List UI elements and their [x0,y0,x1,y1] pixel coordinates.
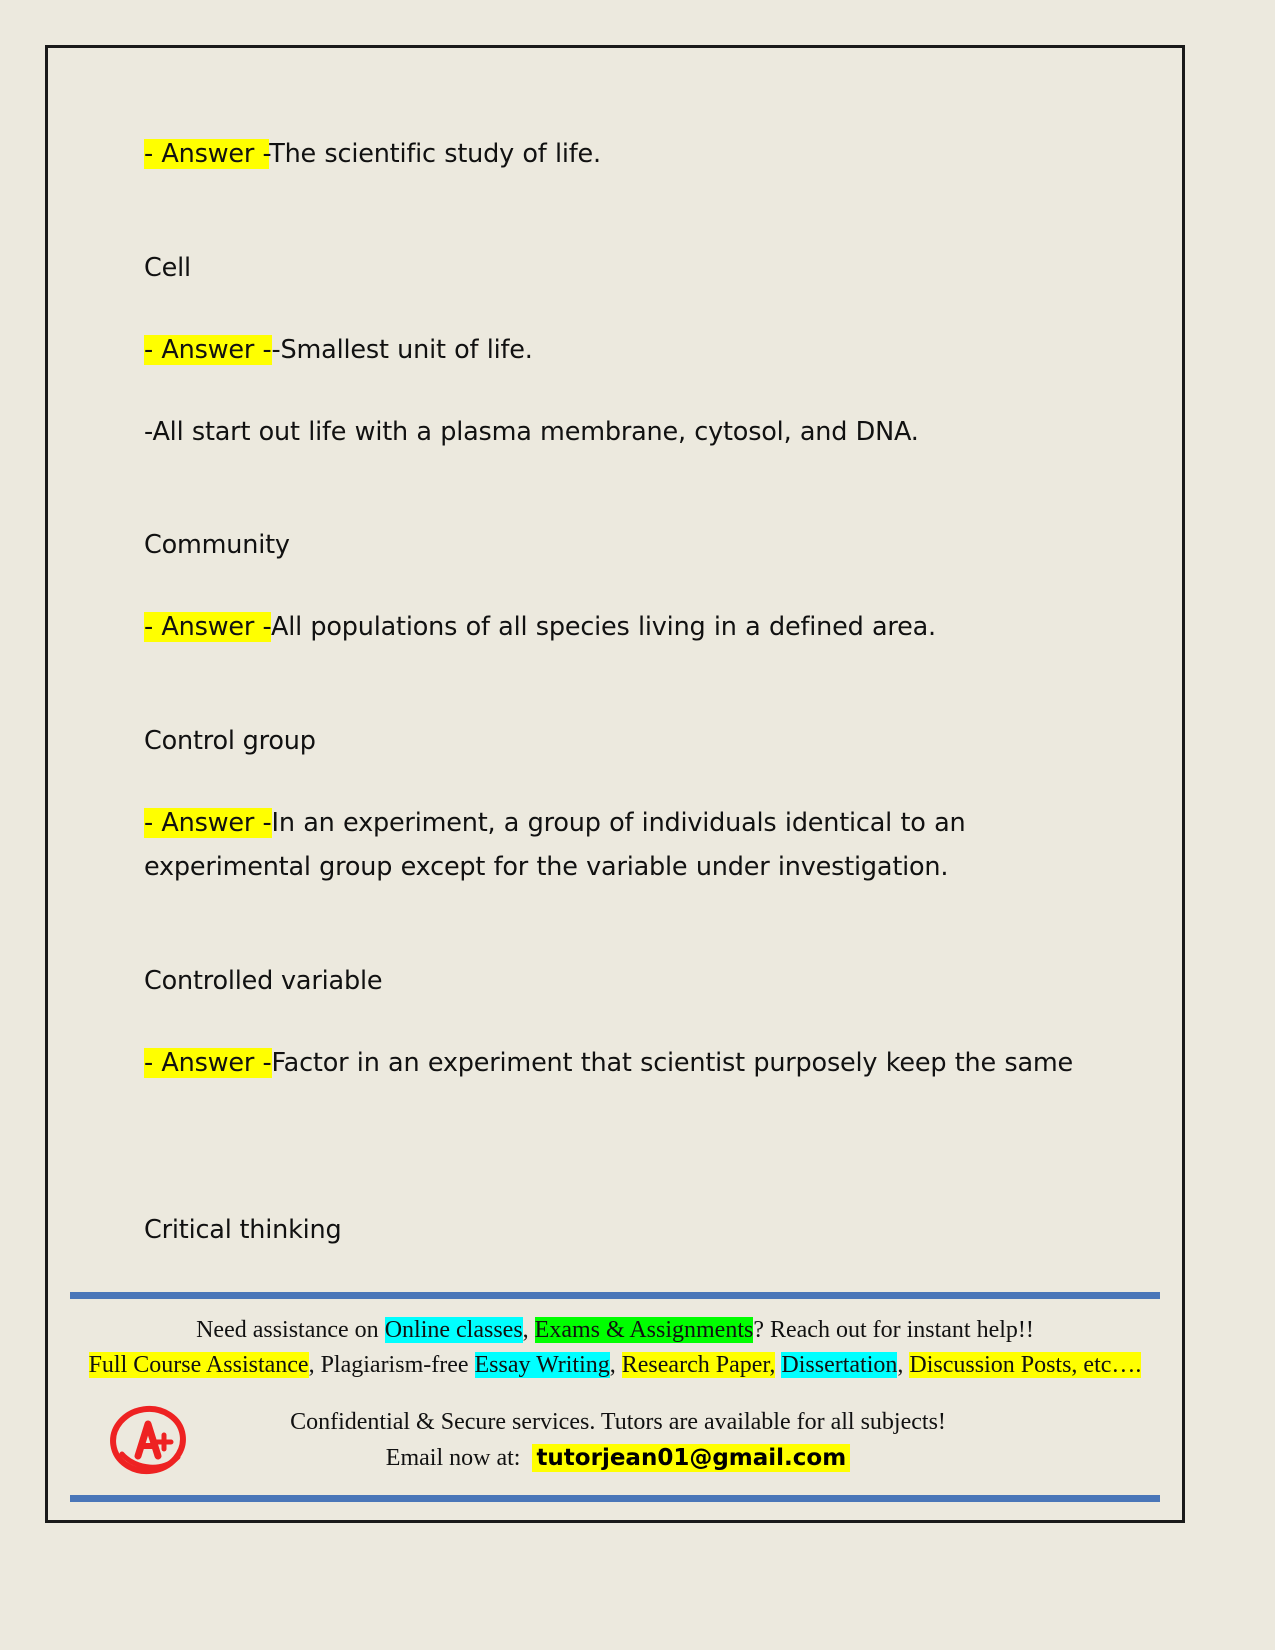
spacer [144,568,1104,606]
answer-text: -Smallest unit of life. [271,334,533,365]
spacer [144,1147,1104,1209]
promo-text-part2: , [522,1317,535,1344]
spacer [144,177,1104,247]
spacer [144,890,1104,960]
answer-label: - Answer - [144,139,270,169]
footer-bottom-row [70,1401,1160,1479]
term-heading-cell: Cell [144,252,191,283]
answer-text: Factor in an experiment that scientist purposely keep the same [271,1047,1074,1078]
promo-essay-writing: Essay Writing [474,1352,610,1379]
answer-paragraph [144,606,1104,650]
answer-extra-line: -All start out life with a plasma membrane, cytosol, and DNA. [144,416,919,447]
a-plus-logo-icon [100,1401,196,1479]
promo-dissertation: Dissertation [781,1352,898,1379]
promo-plain-1: , Plagiarism-free [308,1352,475,1379]
promo-plain-2: , [609,1352,622,1379]
answer-paragraph [144,802,1104,890]
answer-text: The scientific study of life. [269,139,601,169]
spacer [144,291,1104,329]
footer-divider-top [70,1292,1160,1299]
spacer [144,764,1104,802]
answer-text: All populations of all species living in a defined area. [270,612,936,643]
spacer [144,1004,1104,1042]
term-heading-control-group: Control group [144,726,316,757]
footer [70,1292,1160,1502]
email-label: Email now at: [385,1445,521,1471]
footer-divider-bottom [70,1495,1160,1502]
spacer [144,1085,1104,1147]
promo-text-part3: ? Reach out for instant help!! [753,1317,1034,1344]
promo-online-classes: Online classes [384,1317,523,1344]
promo-full-course-assistance: Full Course Assistance [88,1352,309,1379]
promo-research-paper: Research Paper, [621,1352,776,1379]
spacer [144,373,1104,411]
term-heading-controlled-variable: Controlled variable [144,965,383,996]
answer-label: - Answer - [144,612,271,643]
email-address[interactable]: tutorjean01@gmail.com [532,1444,850,1472]
promo-line-2 [70,1348,1160,1383]
promo-line-1 [70,1313,1160,1348]
term-heading-critical-thinking: Critical thinking [144,1215,342,1246]
spacer [144,454,1104,524]
document-page [45,45,1185,1523]
confidential-line: Confidential & Secure services. Tutors are available for all subjects! [290,1409,946,1435]
promo-discussion-posts: Discussion Posts, etc…. [909,1352,1142,1379]
answer-text: In an experiment, a group of individuals identical to an experimental group except for the variable under investigation. [144,808,966,882]
document-body [144,133,1104,1253]
answer-paragraph [144,329,1104,373]
promo-text-part1: Need assistance on [196,1317,385,1344]
answer-label: - Answer - [144,334,272,365]
spacer [144,650,1104,720]
answer-paragraph [144,1042,1104,1086]
answer-paragraph [144,133,1104,177]
answer-label: - Answer - [144,808,272,839]
email-line [196,1440,1040,1476]
promo-exams-assignments: Exams & Assignments [534,1317,754,1344]
footer-contact-block [196,1404,1160,1476]
term-heading-community: Community [144,530,290,561]
promo-plain-4: , [897,1352,910,1379]
answer-label: - Answer - [144,1047,272,1078]
